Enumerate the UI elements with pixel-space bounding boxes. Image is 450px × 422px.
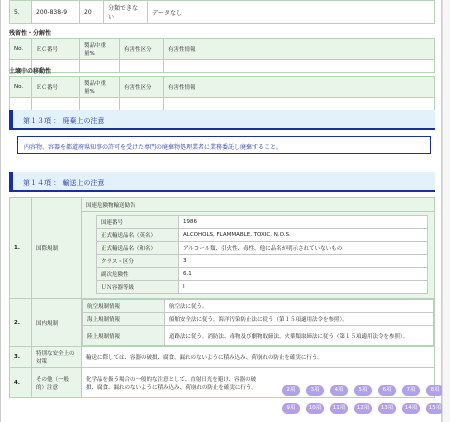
row-number: 2.: [10, 299, 32, 347]
persistence-title: 残留性・分解性: [9, 30, 52, 37]
nav-pill-15[interactable]: 15項: [426, 403, 444, 414]
section13-title: 第１３項 ： 廃棄上の注意: [23, 117, 105, 125]
row-number: 1.: [10, 198, 32, 299]
row-category: 国内規制: [32, 299, 82, 347]
composition-table-tail: [9, 0, 435, 24]
field-value: 6.1: [179, 268, 428, 281]
row-number: 4.: [10, 368, 32, 398]
row-class: 分類できない: [104, 1, 148, 24]
table-row: [83, 313, 434, 326]
col-header: 製品中重量%: [80, 39, 120, 60]
field-value: 航空法に従う。: [165, 300, 434, 313]
table-row: [97, 255, 428, 268]
nav-pill-9[interactable]: 9項: [282, 403, 300, 414]
domestic-table: [82, 299, 434, 346]
section-bar: [9, 110, 13, 130]
nav-pill-3[interactable]: 3項: [306, 385, 324, 396]
section14-title: 第１４項 ： 輸送上の注意: [23, 179, 105, 187]
table-row: [10, 60, 435, 73]
nav-pill-12[interactable]: 12項: [354, 403, 372, 414]
field-value: 道路法に従う。消防法、毒物及び劇物取締法、火薬類取締法に従う（第１５項適用法令を参照）。: [165, 326, 434, 346]
col-header: ＥＣ番号: [32, 39, 80, 60]
row-value: 輸送に際しては、容器の破損、腐食、漏れのないように積み込み、荷崩れの防止を確実に行う。: [82, 347, 435, 368]
table-row: [10, 299, 435, 347]
field-value: 船舶安全法に従う。海洋汚染防止法に従う（第１５項適用法令を参照）。: [165, 313, 434, 326]
section14-header: [9, 172, 435, 192]
un-details-table: [96, 215, 428, 294]
section13-notice: 内容物、容器を都道府県知事の許可を受けた専門の廃棄物処理業者に業務委託し廃棄すること。: [17, 136, 431, 154]
nav-pill-14[interactable]: 14項: [402, 403, 420, 414]
nav-pill-10[interactable]: 10項: [306, 403, 324, 414]
nav-pill-11[interactable]: 11項: [330, 403, 348, 414]
field-label: 正式輸送品名（和名）: [97, 242, 179, 255]
nav-pill-4[interactable]: 4項: [330, 385, 348, 396]
nav-pill-5[interactable]: 5項: [354, 385, 372, 396]
table-row: [97, 268, 428, 281]
section-bar: [9, 172, 13, 192]
row-category: 特別な安全上の対策: [32, 347, 82, 368]
table-row: [10, 98, 435, 111]
row-number: 3.: [10, 347, 32, 368]
table-row: [97, 216, 428, 229]
table-header-row: [10, 77, 435, 98]
row-weight: 20: [80, 1, 104, 24]
table-row: [10, 198, 435, 212]
row-info: データなし: [148, 1, 435, 24]
field-value: ALCOHOLS, FLAMMABLE, TOXIC, N.O.S.: [179, 229, 428, 242]
section13-header: [9, 110, 435, 130]
field-value: I: [179, 281, 428, 294]
table-row: [83, 300, 434, 313]
field-value: 1986: [179, 216, 428, 229]
row-category: その他（一般的）注意: [32, 368, 82, 398]
sub-header: 国連危険物輸送勧告: [82, 198, 435, 212]
col-header: 有害性区分: [120, 77, 164, 98]
field-value: アルコール類、引火性、毒性、他に品名が明示されていないもの: [179, 242, 428, 255]
table-row: [10, 347, 435, 368]
field-label: 国連番号: [97, 216, 179, 229]
col-header: 有害性情報: [164, 39, 435, 60]
vertical-scrollbar[interactable]: [442, 0, 450, 422]
field-label: クラス・区分: [97, 255, 179, 268]
mobility-table: [9, 76, 435, 111]
nav-pill-13[interactable]: 13項: [378, 403, 396, 414]
table-row: [83, 326, 434, 346]
field-label: 航空規制情報: [83, 300, 165, 313]
nav-pill-7[interactable]: 7項: [402, 385, 420, 396]
col-header: 有害性区分: [120, 39, 164, 60]
table-row: [10, 1, 435, 24]
table-row: [97, 242, 428, 255]
row-value: 化学品を扱う場合の一般的な注意として、直射日光を避け、容器の破損、腐食、漏れのないように積み込み、荷崩れの防止を確実に行う。: [82, 368, 435, 398]
col-header: 有害性情報: [164, 77, 435, 98]
field-label: 海上規制情報: [83, 313, 165, 326]
nav-pill-8[interactable]: 8項: [426, 385, 444, 396]
col-header: ＥＣ番号: [32, 77, 80, 98]
field-label: 副次危険性: [97, 268, 179, 281]
row-no: 5.: [10, 1, 32, 24]
table-header-row: [10, 39, 435, 60]
field-label: 陸上規制情報: [83, 326, 165, 346]
nav-pill-2[interactable]: 2項: [282, 385, 300, 396]
row-cas: 200-838-9: [32, 1, 80, 24]
nav-pill-6[interactable]: 6項: [378, 385, 396, 396]
mobility-title: 土壌中の移動性: [9, 68, 52, 75]
col-header: 製品中重量%: [80, 77, 120, 98]
field-label: 正式輸送品名（英名）: [97, 229, 179, 242]
transport-table: [9, 197, 435, 398]
field-label: ＵＮ容器等級: [97, 281, 179, 294]
field-value: 3: [179, 255, 428, 268]
persistence-table: [9, 38, 435, 73]
row-category: 国際規制: [32, 198, 82, 299]
table-row: [97, 229, 428, 242]
col-header: No.: [10, 77, 32, 98]
col-header: No.: [10, 39, 32, 60]
table-row: [97, 281, 428, 294]
